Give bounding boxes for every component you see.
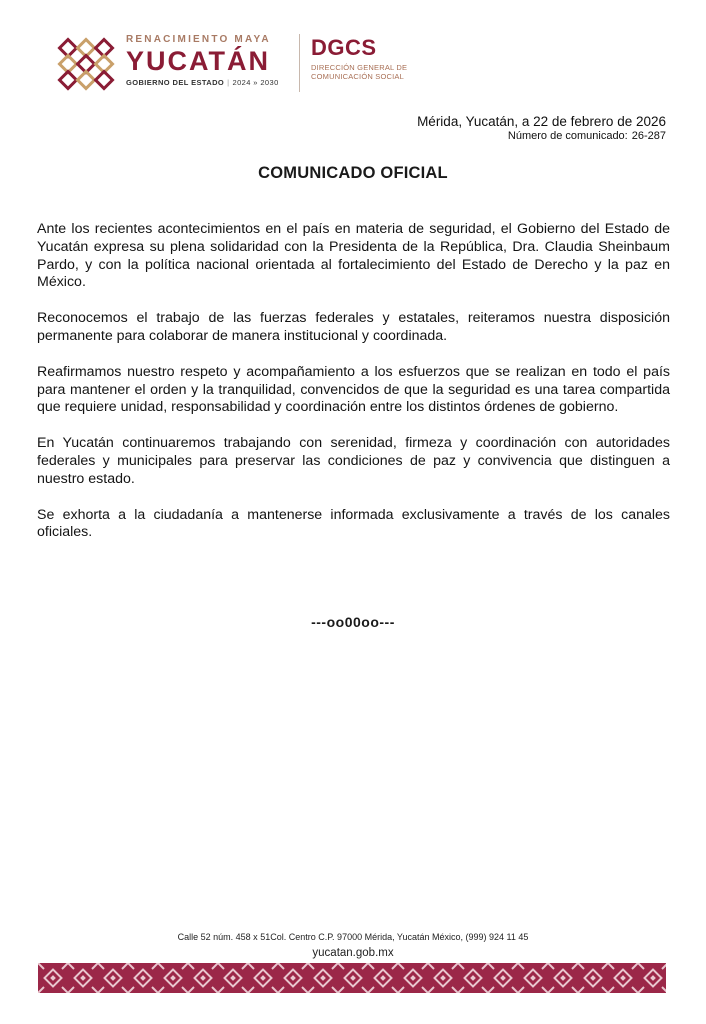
paragraph: En Yucatán continuaremos trabajando con serenidad, firmeza y coordinación con autoridades federales y municipales para preservar las condiciones de paz y convivencia que distinguen a nuestro estado. [37, 435, 670, 487]
letterhead [56, 30, 656, 100]
closing-mark: ---oo00oo--- [311, 614, 395, 630]
brand-tagline: RENACIMIENTO MAYA [126, 34, 271, 45]
decorative-band-icon [38, 963, 666, 993]
paragraph: Reafirmamos nuestro respeto y acompañamiento a los esfuerzos que se realizan en todo el país para mantener el orden y la tranquilidad, convencidos de que la seguridad es una tarea compartida que requiere unidad, responsabilidad y coordinación entre los distintos órdenes de gobierno. [37, 363, 670, 416]
footer-address: Calle 52 núm. 458 x 51Col. Centro C.P. 97000 Mérida, Yucatán México, (999) 924 11 45 [177, 932, 529, 942]
comunicado-number: Número de comunicado: 26-287 [507, 130, 666, 142]
document-title: COMUNICADO OFICIAL [258, 164, 448, 182]
brand-name: YUCATÁN [126, 46, 270, 76]
paragraph: Reconocemos el trabajo de las fuerzas federales y estatales, reiteramos nuestra disposición permanente para colaborar de manera institucional y coordinada. [37, 310, 670, 344]
footer-url[interactable]: yucatan.gob.mx [312, 947, 394, 959]
dgcs-title: DGCS [311, 35, 377, 60]
document-date: Mérida, Yucatán, a 22 de febrero de 2026 [417, 114, 666, 129]
dgcs-subtitle: DIRECCIÓN GENERAL DE COMUNICACIÓN SOCIAL [311, 63, 408, 81]
header-divider [299, 34, 300, 92]
dgcs-block [311, 36, 461, 81]
yucatan-emblem-icon [56, 36, 116, 92]
paragraph: Se exhorta a la ciudadanía a mantenerse informada exclusivamente a través de los canales oficiales. [37, 506, 670, 541]
brand-subtitle: GOBIERNO DEL ESTADO | 2024 » 2030 [126, 78, 279, 87]
document-body [37, 221, 670, 560]
paragraph: Ante los recientes acontecimientos en el país en materia de seguridad, el Gobierno del Estado de Yucatán expresa su plena solidaridad con la Presidenta de la República, Dra. Claudia Sheinbaum Pardo, y con la política nacional orientada al fortalecimiento del Estado de Derecho y la paz en México. [37, 221, 670, 291]
